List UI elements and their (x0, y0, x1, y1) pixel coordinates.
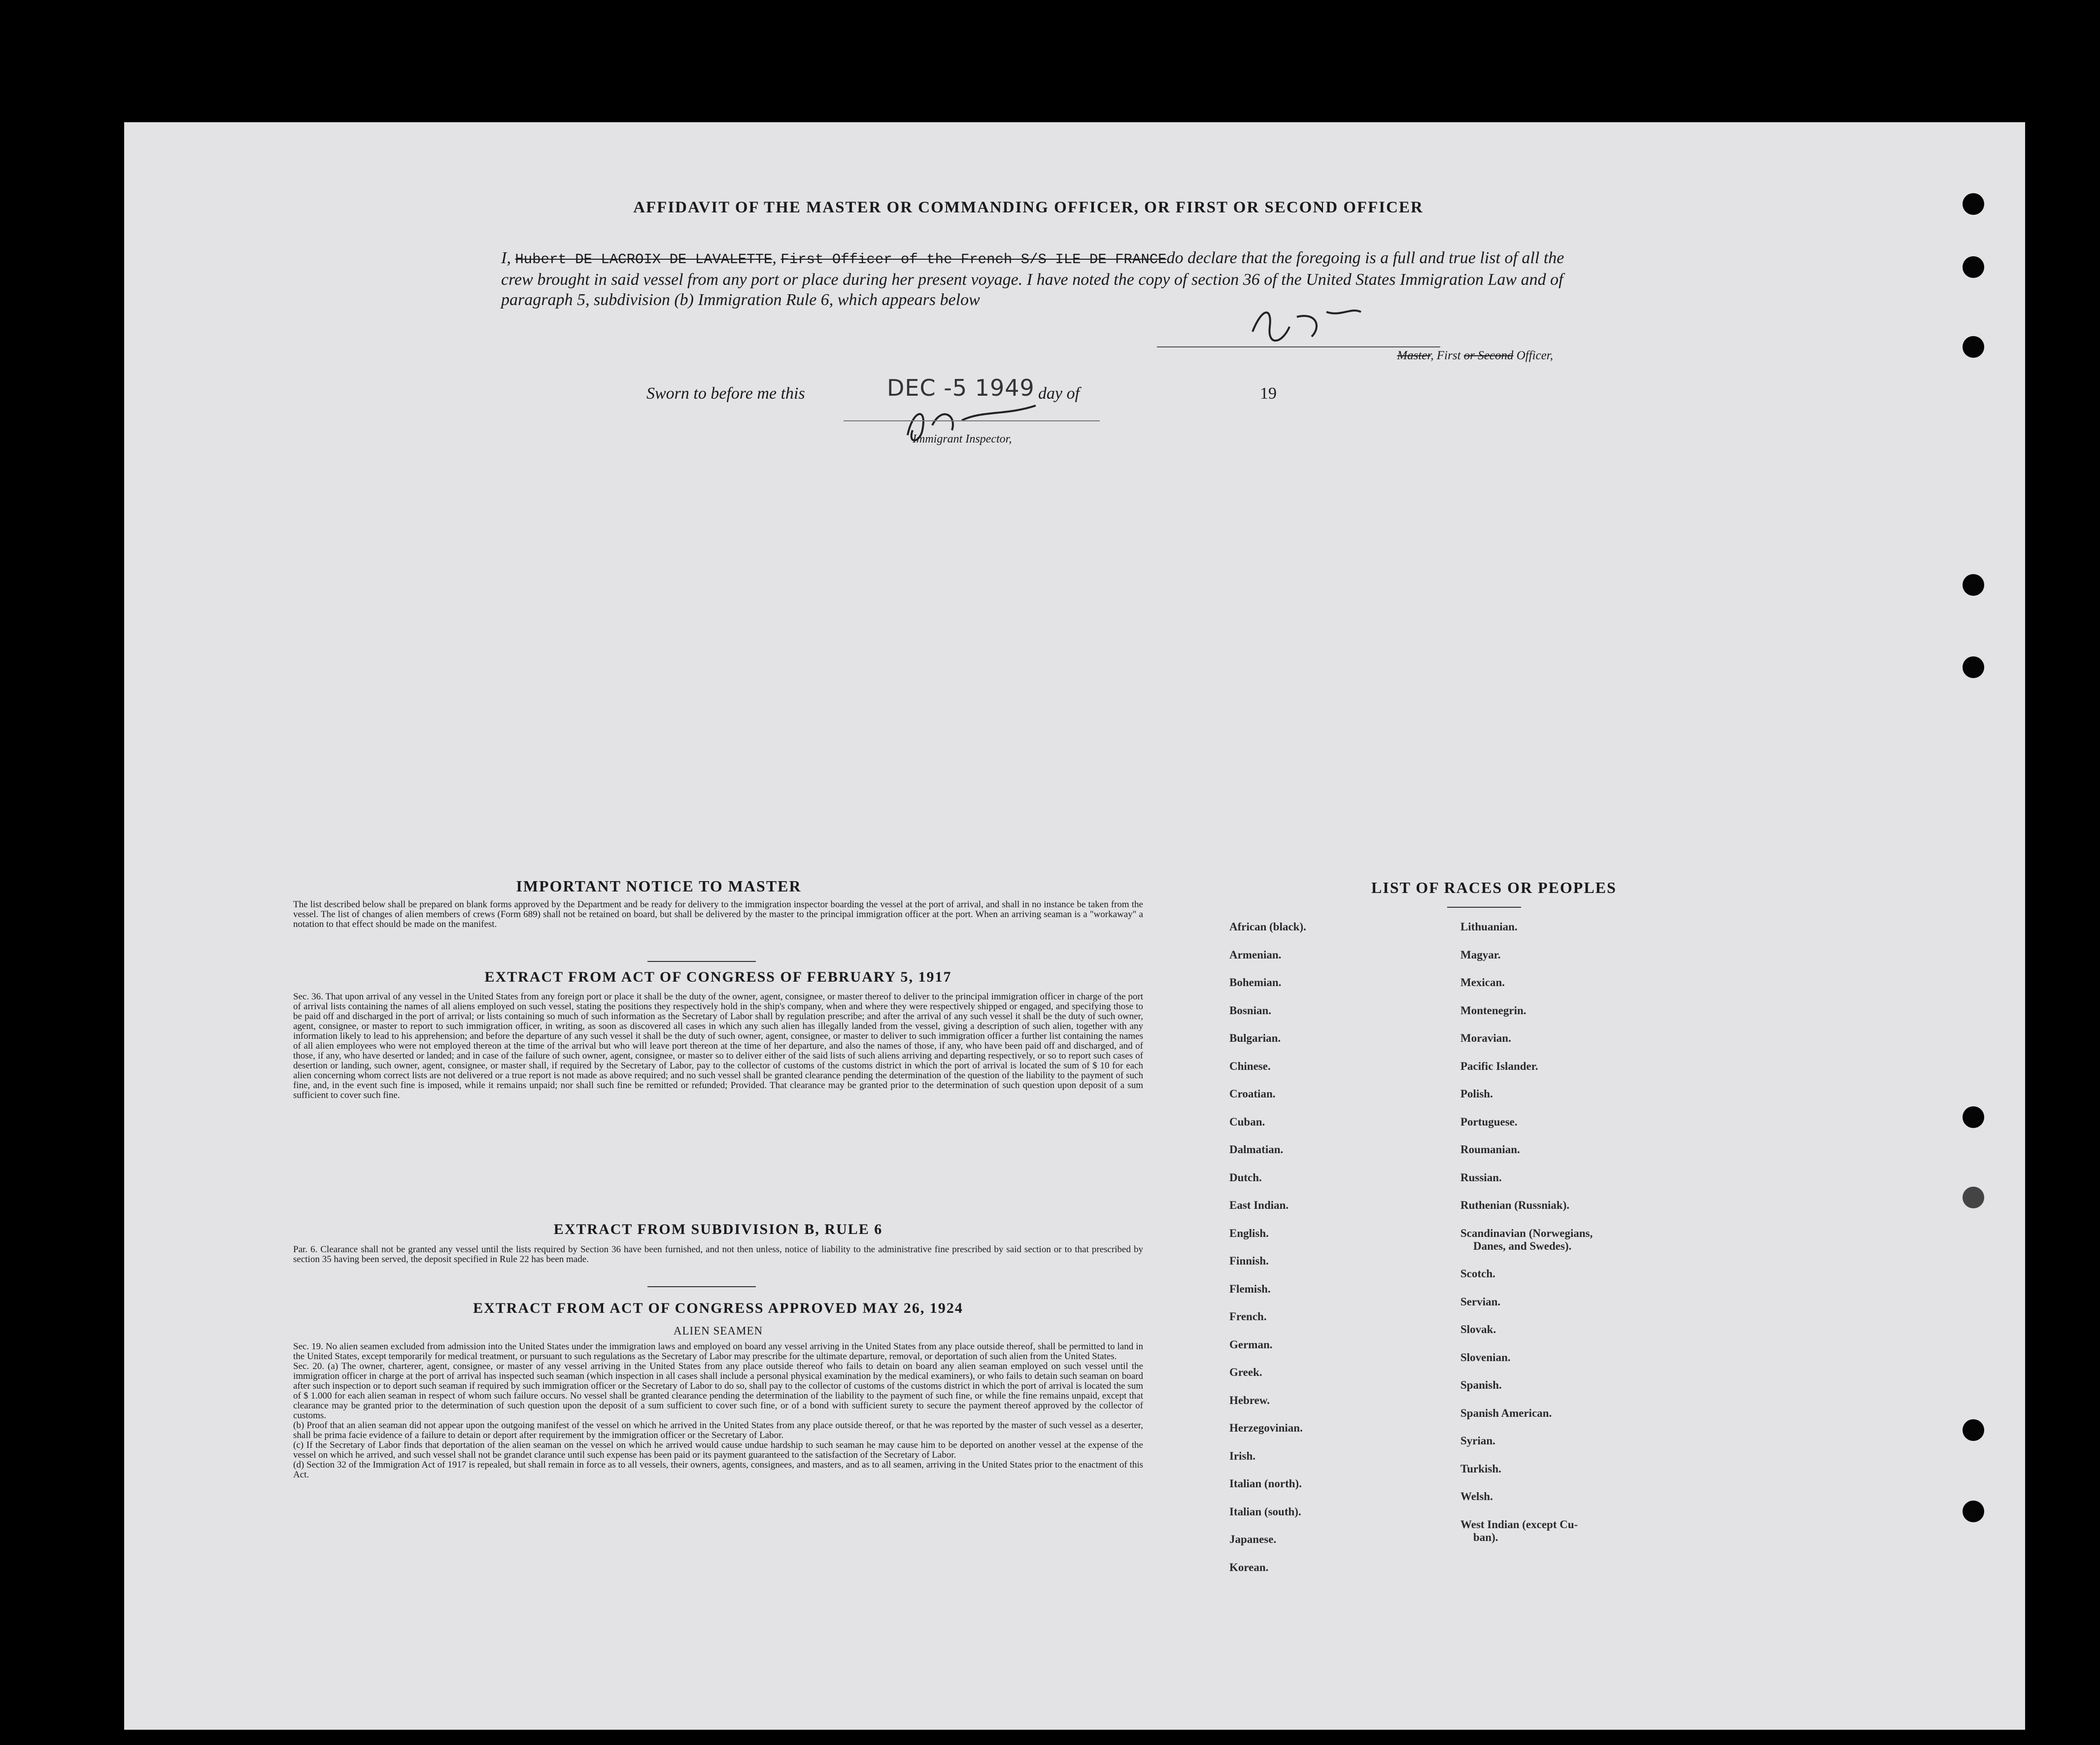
race-entry: Danes, and Swedes). (1473, 1239, 1572, 1252)
sec20b-text: (b) Proof that an alien seaman did not appear upon the outgoing manifest of the vessel on which he arrived in the United States from any place outside thereof, or that he was reported by the master of such vessel as a deserter, shall be prima facie evidence of a failure to detain or deport after requirement by the immigration officer or the Secretary of Labor. (293, 1420, 1143, 1440)
extract-1917-text: Sec. 36. That upon arrival of any vessel in the United States from any foreign port or place it shall be the duty of the owner, agent, consignee, or master thereof to deliver to the principal immigration officer in charge of the port of arrival lists containing the names of all aliens employed on such vessel, stating the positions they respectively hold in the ship's company, when and where they were respectively shipped or engaged, and specifying those to be paid off and discharged in the port of arrival; or lists containing so much of such information as the Secretary of Labor shall by regulation prescribe; and after the arrival of any such vessel it shall be the duty of such owner, agent, consignee, or master to report to such immigration officer, in writing, as soon as discovered all cases in which any such alien has illegally landed from the vessel, giving a description of such alien, together with any information likely to lead to his apprehension; and before the departure of any such vessel it shall be the duty of such owner, agent, consignee, or master to deliver to such immigration officer a further list containing the names of all alien employees who were not employed thereon at the time of the arrival but who will leave port thereon at the time of her departure, and also the names of those, if any, who have been paid off and discharged, and of those, if any, who have deserted or landed; and in case of the failure of such owner, agent, consignee, or master so to deliver either of the said lists of such aliens arriving and departing respectively, or so to report such cases of desertion or landing, such owner, agent, consignee, or master shall, if required by the Secretary of Labor, pay to the collector of customs of the customs district in which the port of arrival is located the sum of $ 10 for each alien concerning whom correct lists are not delivered or a true report is not made as above required; and no such vessel shall be granted clearance pending the determination of the question of the liability to the payment of such fine, and, in the event such fine is imposed, while it remains unpaid; nor shall such fine be remitted or refunded; Provided. That clearance may be granted prior to the determination of such question upon deposit of a sum sufficient to cover such fine. (293, 992, 1143, 1100)
race-entry: East Indian. (1229, 1199, 1289, 1211)
race-entry: Welsh. (1460, 1490, 1493, 1503)
races-title: LIST OF RACES OR PEOPLES (1371, 879, 1617, 896)
race-entry: Portuguese. (1460, 1115, 1518, 1128)
race-entry: Spanish American. (1460, 1406, 1552, 1419)
struck-master: Master (1397, 349, 1431, 362)
binder-hole (1963, 1106, 1984, 1128)
extract-1924-title: EXTRACT FROM ACT OF CONGRESS APPROVED MAY 26, 1924 (473, 1300, 963, 1316)
affidavit-declaration: I, Hubert DE LACROIX DE LAVALETTE, First Officer of the French S/S ILE DE FRANCEdo declare that the foregoing is a full and true list of all the crew brought in said vessel from any port or place during her present voyage. I have noted the copy of section 36 of the United States Immigration Law and of paragraph 5, subdivision (b) Immigration Rule 6, which appears below (501, 249, 1564, 309)
document-page (124, 122, 2025, 1730)
binder-hole (1963, 1187, 1984, 1208)
extract-1924-text (293, 1342, 1143, 1480)
officer-signature (1243, 297, 1371, 351)
binder-hole (1963, 256, 1984, 278)
race-entry: Turkish. (1460, 1462, 1501, 1475)
race-entry: Servian. (1460, 1295, 1501, 1308)
sworn-label: Sworn to before me this (646, 384, 805, 403)
race-entry: Dutch. (1229, 1171, 1262, 1184)
race-entry: English. (1229, 1227, 1269, 1239)
race-entry: Greek. (1229, 1366, 1262, 1378)
important-notice-text: The list described below shall be prepared on blank forms approved by the Department and be ready for delivery to the immigration inspector boarding the vessel at the port of arrival, and shall in no instance be taken from the vessel. The list of changes of alien members of crews (Form 689) shall not be retained on board, but shall be delivered by the master to the principal immigration officer at the port. When an arriving seaman is a "workaway" a notation to that effect should be made on the manifest. (293, 899, 1143, 929)
binder-hole (1963, 574, 1984, 596)
important-notice-title: IMPORTANT NOTICE TO MASTER (516, 877, 802, 895)
date-stamp: DEC -5 1949 (887, 375, 1035, 401)
race-entry: Pacific Islander. (1460, 1060, 1538, 1072)
race-entry: Finnish. (1229, 1255, 1269, 1267)
day-of-label: day of (1038, 384, 1080, 403)
race-entry: Russian. (1460, 1171, 1502, 1184)
extract-1917-title: EXTRACT FROM ACT OF CONGRESS OF FEBRUARY 5, 1917 (484, 969, 952, 985)
year-prefix: 19 (1260, 384, 1277, 403)
alien-seamen-subtitle: ALIEN SEAMEN (673, 1325, 763, 1337)
race-entry: Scandinavian (Norwegians, (1460, 1227, 1593, 1239)
race-entry: Lithuanian. (1460, 921, 1518, 933)
sec19-text: Sec. 19. No alien seamen excluded from admission into the United States under the immigration laws and employed on board any vessel arriving in the United States from any place outside thereof, shall be permitted to land in the United States, except temporarily for medical treatment, or pursuant to such regulations as the Secretary of Labor may prescribe for the ultimate departure, removal, or deportation of such alien from the United States. (293, 1341, 1143, 1362)
race-entry: Slovenian. (1460, 1351, 1511, 1364)
race-entry: Moravian. (1460, 1032, 1511, 1044)
affidavit-title: AFFIDAVIT OF THE MASTER OR COMMANDING OFFICER, OR FIRST OR SECOND OFFICER (633, 199, 1423, 216)
sec20c-text: (c) If the Secretary of Labor finds that deportation of the alien seaman on the vessel on which he arrived would cause undue hardship to such seaman he may cause him to be deported on another vessel at the expense of the vessel on which he arrived, and such vessel shall not be grandet clarance until such expense has been paid or its payment guaranteed to the satisfaction of the Secretary of Labor. (293, 1440, 1143, 1460)
binder-hole (1963, 193, 1984, 215)
race-entry: Polish. (1460, 1088, 1493, 1100)
race-entry: Mexican. (1460, 976, 1505, 989)
race-entry: Italian (north). (1229, 1477, 1302, 1490)
race-entry: Scotch. (1460, 1267, 1495, 1280)
race-entry: West Indian (except Cu- (1460, 1518, 1578, 1531)
race-entry: Italian (south). (1229, 1505, 1301, 1518)
divider (647, 961, 756, 962)
typed-officer-name: Hubert DE LACROIX DE LAVALETTE (515, 251, 773, 268)
race-entry: ban). (1473, 1531, 1498, 1543)
race-entry: Dalmatian. (1229, 1143, 1284, 1156)
divider (1447, 907, 1521, 908)
typed-officer-rank: First Officer of the French S/S ILE DE FRANCE (780, 251, 1167, 268)
race-entry: Flemish. (1229, 1282, 1271, 1295)
binder-hole (1963, 656, 1984, 678)
sec20d-text: (d) Section 32 of the Immigration Act of 1917 is repealed, but shall remain in force as to all vessels, their owners, agents, consignees, and masters, and as to all seamen, arriving in the United States prior to the enactment of this Act. (293, 1460, 1143, 1480)
race-entry: Spanish. (1460, 1379, 1502, 1391)
race-entry: Bohemian. (1229, 976, 1282, 989)
affidavit-intro: I, (501, 249, 515, 267)
inspector-caption: Immigrant Inspector, (913, 433, 1012, 445)
race-entry: Armenian. (1229, 948, 1282, 961)
race-entry: Bulgarian. (1229, 1032, 1281, 1044)
race-entry: African (black). (1229, 921, 1306, 933)
race-entry: Cuban. (1229, 1115, 1265, 1128)
race-entry: Korean. (1229, 1561, 1269, 1574)
race-entry: Slovak. (1460, 1323, 1496, 1335)
race-entry: French. (1229, 1310, 1267, 1323)
race-entry: Magyar. (1460, 948, 1501, 961)
sec20a-text: Sec. 20. (a) The owner, charterer, agent, consignee, or master of any vessel arriving in the United States from any place outside thereof who fails to detain on board any alien seaman employed on such vessel until the immigration officer in charge at the port of arrival has inspected such seaman (which inspection in all cases shall include a personal physical examination by the medical examiners), or who fails to detain such seaman on board after such inspection or to deport such seaman if required by such immigration officer or the Secretary of Labor to do so, shall pay to the collector of customs of the customs district in which the port of arrival is located the sum of $ 1.000 for each alien seaman in respect of whom such failure occurs. No vessel shall be granted clearance pending the determination of the liability to the payment of such fine, or while the fine remains unpaid, except that clearance may be granted prior to the determination of such question upon the deposit of a sum sufficient to cover such fine, or of a bond with sufficient surety to secure the payment thereof approved by the collector of customs. (293, 1361, 1143, 1421)
race-entry: German. (1229, 1338, 1273, 1351)
race-entry: Croatian. (1229, 1088, 1276, 1100)
inspector-signature-line (844, 420, 1100, 421)
binder-hole (1963, 336, 1984, 358)
race-entry: Bosnian. (1229, 1004, 1272, 1017)
officer-signature-line (1157, 346, 1440, 347)
race-entry: Ruthenian (Russniak). (1460, 1199, 1570, 1211)
race-entry: Syrian. (1460, 1435, 1495, 1447)
race-entry: Hebrew. (1229, 1394, 1270, 1406)
extract-rule6-text: Par. 6. Clearance shall not be granted any vessel until the lists required by Section 36 have been furnished, and not then unless, notice of liability to the administrative fine prescribed by said section or to that prescribed by section 35 having been served, the deposit specified in Rule 22 has been made. (293, 1244, 1143, 1265)
officer-signature-caption: Master, First or Second Officer, (1397, 349, 1553, 362)
race-entry: Roumanian. (1460, 1143, 1520, 1156)
declaration-text: do declare that the foregoing is a full and true list of all the crew brought in said vessel from any port or place during her present voyage. I have noted the copy of section 36 of the United States Immigration Law and of paragraph 5, subdivision (b) Immigration Rule 6, which appears below (501, 249, 1564, 309)
race-entry: Irish. (1229, 1449, 1256, 1462)
race-entry: Herzegovinian. (1229, 1422, 1303, 1434)
divider (647, 1286, 756, 1287)
race-entry: Chinese. (1229, 1060, 1271, 1072)
struck-second: or Second (1463, 349, 1514, 362)
binder-hole (1963, 1501, 1984, 1522)
binder-hole (1963, 1419, 1984, 1441)
race-entry: Japanese. (1229, 1533, 1277, 1545)
race-entry: Montenegrin. (1460, 1004, 1526, 1017)
extract-rule6-title: EXTRACT FROM SUBDIVISION B, RULE 6 (553, 1221, 883, 1237)
